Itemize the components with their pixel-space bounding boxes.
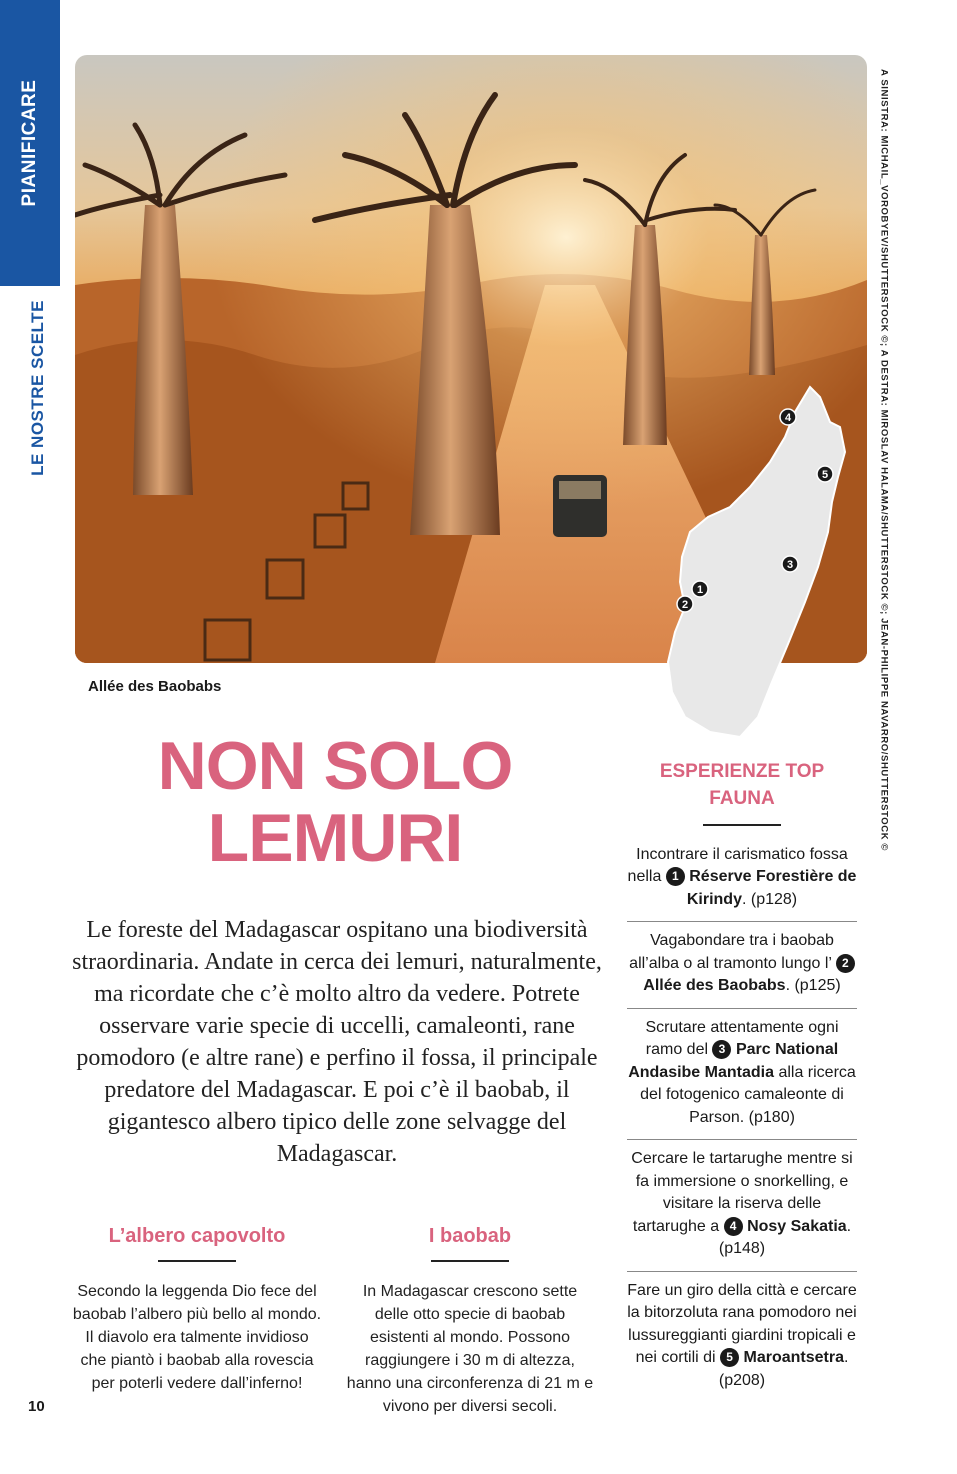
title-line-2: LEMURI — [207, 800, 463, 876]
top-experiences — [627, 758, 857, 1402]
box-baobabs — [345, 1222, 595, 1418]
box-left-heading: L’albero capovolto — [108, 1225, 286, 1247]
marker-number-icon: 5 — [720, 1348, 739, 1367]
experience-item: Cercare le tartarughe mentre si fa immersione o snorkelling, e visitare la riserva delle tartarughe a 4 Nosy Sakatia. (p148) — [627, 1139, 857, 1271]
marker-number-icon: 3 — [712, 1040, 731, 1059]
section-label: LE NOSTRE SCELTE — [28, 300, 47, 476]
marker-number-icon: 4 — [724, 1217, 743, 1236]
svg-text:5: 5 — [821, 469, 829, 481]
map-marker-2 — [677, 596, 693, 612]
marker-number-icon: 1 — [666, 867, 685, 886]
photo-credit: A SINISTRA: MICHAIL_VOROBYEV/SHUTTERSTOCK ©; A DESTRA: MIROSLAV HALAMA/SHUTTERSTOCK ©; JEAN-PHILIPPE NAVARRO/SHUTTERSTOCK © — [878, 69, 890, 851]
divider — [703, 824, 781, 826]
article-title — [110, 730, 560, 874]
marker-number-icon: 2 — [836, 954, 855, 973]
svg-text:3: 3 — [786, 559, 794, 571]
box-left-text: Secondo la leggenda Dio fece del baobab l’albero più bello al mondo. Il diavolo era talmente invidioso che piantò i baobab alla rovescia per poterli vedere dall’inferno! — [72, 1282, 322, 1392]
divider — [431, 1260, 509, 1262]
box-right-text: In Madagascar crescono sette delle otto specie di baobab esistenti al mondo. Possono raggiungere i 30 m di altezza, hanno una circonferenza di 21 m e vivono per diversi secoli. — [346, 1282, 594, 1415]
map-marker-1 — [692, 581, 708, 597]
experience-item: Vagabondare tra i baobab all’alba o al tramonto lungo l’ 2 Allée des Baobabs. (p125) — [627, 921, 857, 1008]
page-number: 10 — [28, 1398, 45, 1415]
tab-label: PIANIFICARE — [19, 79, 40, 207]
intro-paragraph: Le foreste del Madagascar ospitano una biodiversità straordinaria. Andate in cerca dei lemuri, naturalmente, ma ricordate che c’è molto altro da vedere. Potrete osservare varie specie di uccelli, camaleonti, rane pomodoro (e altre rane) e perfino il fossa, il principale predatore del Madagascar. E poi c’è il baobab, il gigantesco albero tipico delle zone selvagge del Madagascar. — [72, 917, 602, 1167]
experience-item: Scrutare attentamente ogni ramo del 3 Parc National Andasibe Mantadia alla ricerca del fotogenico camaleonte di Parson. (p180) — [627, 1008, 857, 1140]
sidebar-tab — [0, 0, 60, 286]
experience-item: Incontrare il carismatico fossa nella 1 Réserve Forestière de Kirindy. (p128) — [627, 845, 857, 908]
box-upside-down-tree — [72, 1222, 322, 1395]
top-experiences-heading: ESPERIENZE TOP FAUNA — [659, 761, 825, 809]
title-line-1: NON SOLO — [157, 728, 513, 804]
madagascar-map — [660, 382, 860, 742]
box-right-heading: I baobab — [428, 1225, 512, 1247]
svg-text:4: 4 — [784, 412, 792, 424]
map-marker-5 — [817, 466, 833, 482]
madagascar-map-shape — [660, 382, 860, 742]
svg-text:2: 2 — [681, 599, 689, 611]
svg-text:1: 1 — [696, 584, 704, 596]
map-marker-3 — [782, 556, 798, 572]
experience-item: Fare un giro della città e cercare la bitorzoluta rana pomodoro nei lussureggianti giardini tropicali e nei cortili di 5 Maroantsetra. (p208) — [627, 1271, 857, 1403]
map-marker-4 — [780, 409, 796, 425]
photo-caption: Allée des Baobabs — [88, 678, 222, 695]
divider — [158, 1260, 236, 1262]
